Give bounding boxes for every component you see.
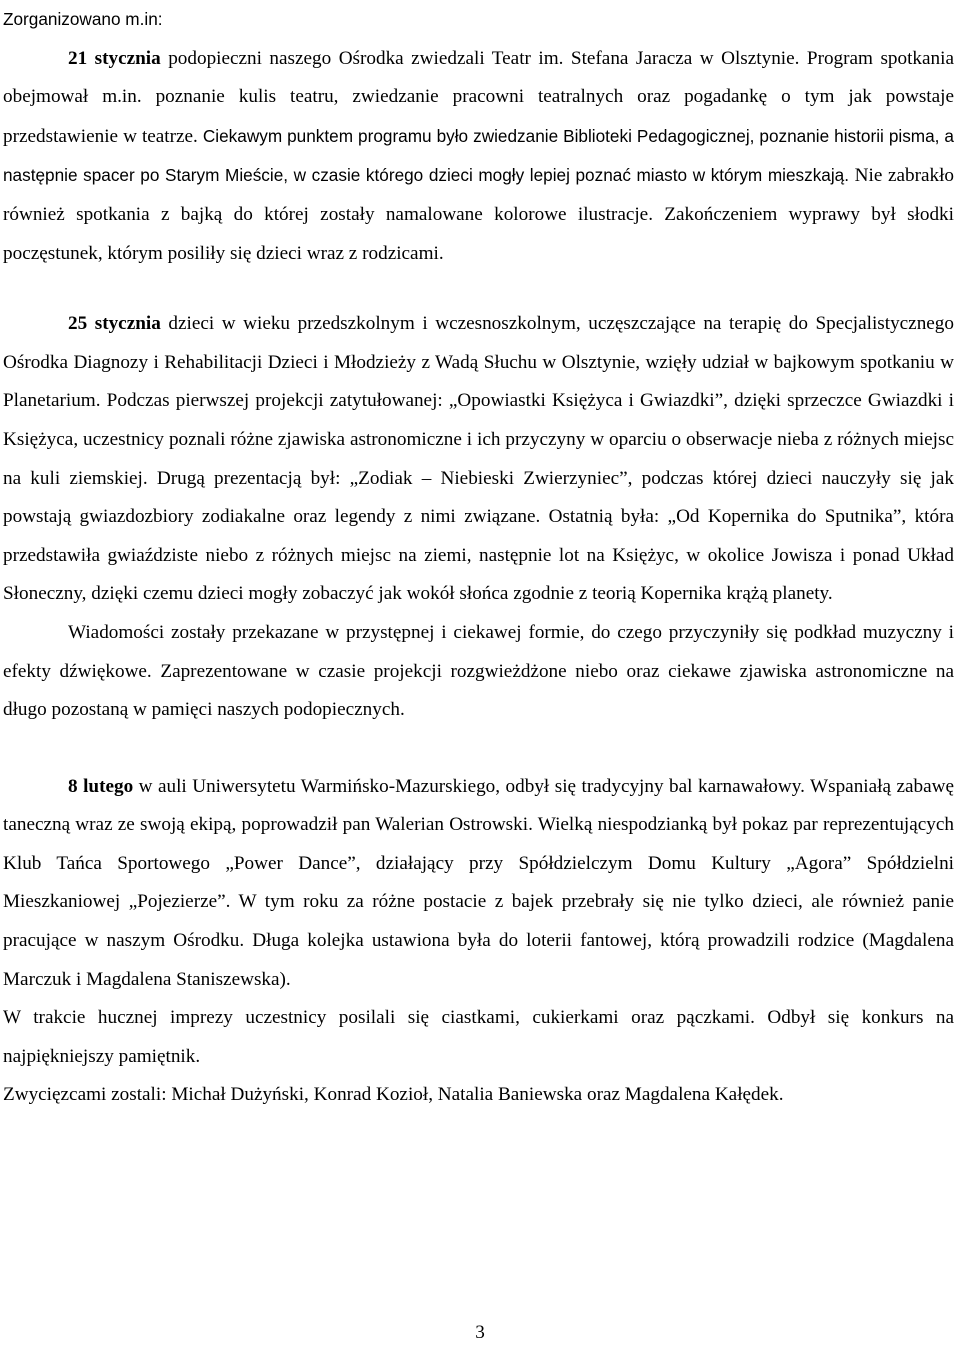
feb8-text3: Zwycięzcami zostali: Michał Dużyński, Konrad Kozioł, Natalia Baniewska oraz Magdalena Kałędek.	[3, 1084, 784, 1106]
paragraph-feb8-2	[3, 999, 954, 1076]
jan21-text-end: Nie zabrakło również spotkania z bajką do której zostały namalowane kolorowe ilustracje. Zakończeniem wyprawy był słodki poczęstunek, którym posiliły się dzieci wraz z rodzicami.	[3, 165, 954, 264]
date-jan25: 25 stycznia	[68, 313, 161, 335]
feb8-text: w auli Uniwersytetu Warmińsko-Mazurskiego, odbył się tradycyjny bal karnawałowy. Wspaniałą zabawę taneczną wraz ze swoją ekipą, poprowadził pan Walerian Ostrowski. Wielką niespodzianką był pokaz par reprezentujących Klub Tańca Sportowego „Power Dance”, działający przy Spółdzielczym Domu Kultury „Agora” Spółdzielni Mieszkaniowej „Pojezierze”. W tym roku za różne postacie z bajek przebrały się nie tylko dzieci, ale również panie pracujące w naszym Ośrodku. Długa kolejka ustawiona była do loterii fantowej, którą prowadzili rodzice (Magdalena Marczuk i Magdalena Staniszewska).	[3, 775, 954, 990]
paragraph-feb8-3	[3, 1076, 954, 1115]
date-jan21: 21 stycznia	[68, 47, 161, 69]
spacer	[3, 730, 954, 768]
paragraph-jan25	[3, 305, 954, 614]
page-number: 3	[475, 1322, 485, 1343]
paragraph-jan21	[3, 40, 954, 274]
paragraph-feb8	[3, 768, 954, 1000]
feb8-text2: W trakcie hucznej imprezy uczestnicy posilali się ciastkami, cukierkami oraz pączkami. Odbył się konkurs na najpiękniejszy pamiętnik.	[3, 1007, 954, 1067]
jan25-text2: Wiadomości zostały przekazane w przystępnej i ciekawej formie, do czego przyczyniły się podkład muzyczny i efekty dźwiękowe. Zaprezentowane w czasie projekcji rozgwieżdżone niebo oraz ciekawe zjawiska astronomiczne na długo pozostaną w pamięci naszych podopiecznych.	[3, 621, 954, 721]
spacer	[3, 273, 954, 305]
jan21-text: podopieczni naszego Ośrodka zwiedzali Teatr im. Stefana Jaracza w Olsztynie. Program spotkania obejmował m.in. poznanie kulis teatru, zwiedzanie pracowni teatralnych oraz pogadankę o tym jak powstaje przedstawienie w teatrze.	[3, 47, 954, 147]
document-page	[3, 0, 954, 1115]
paragraph-jan25-2	[3, 614, 954, 730]
jan25-text: dzieci w wieku przedszkolnym i wczesnoszkolnym, uczęszczające na terapię do Specjalistycznego Ośrodka Diagnozy i Rehabilitacji Dzieci i Młodzieży z Wadą Słuchu w Olsztynie, wzięły udział w bajkowym spotkaniu w Planetarium. Podczas pierwszej projekcji zatytułowanej: „Opowiastki Księżyca i Gwiazdki”, dzięki sprzeczce Gwiazdki i Księżyca, uczestnicy poznali różne zjawiska astronomiczne i ich przyczyny w oparciu o obserwacje nieba z różnych miejsc na kuli ziemskiej. Drugą prezentacją był: „Zodiak – Niebieski Zwierzyniec”, podczas której dzieci nauczyły się jak powstają gwiazdozbiory zodiakalne oraz legendy z nimi związane. Ostatnią była: „Od Kopernika do Sputnika”, która przedstawiła gwiaździste niebo z różnych miejsc na ziemi, następnie lot na Księżyc, w okolice Jowisza i ponad Układ Słoneczny, dzięki czemu dzieci mogły zobaczyć jak wokół słońca zgodnie z teorią Kopernika krążą planety.	[3, 313, 954, 605]
section-heading	[3, 0, 954, 40]
heading-text: Zorganizowano m.in:	[3, 9, 163, 29]
date-feb8: 8 lutego	[68, 775, 134, 797]
jan21-text-sans: Ciekawym punktem programu było zwiedzanie Biblioteki Pedagogicznej, poznanie historii pisma, a następnie spacer po Starym Mieście, w czasie którego dzieci mogły lepiej poznać miasto w którym mieszkają.	[3, 125, 954, 186]
